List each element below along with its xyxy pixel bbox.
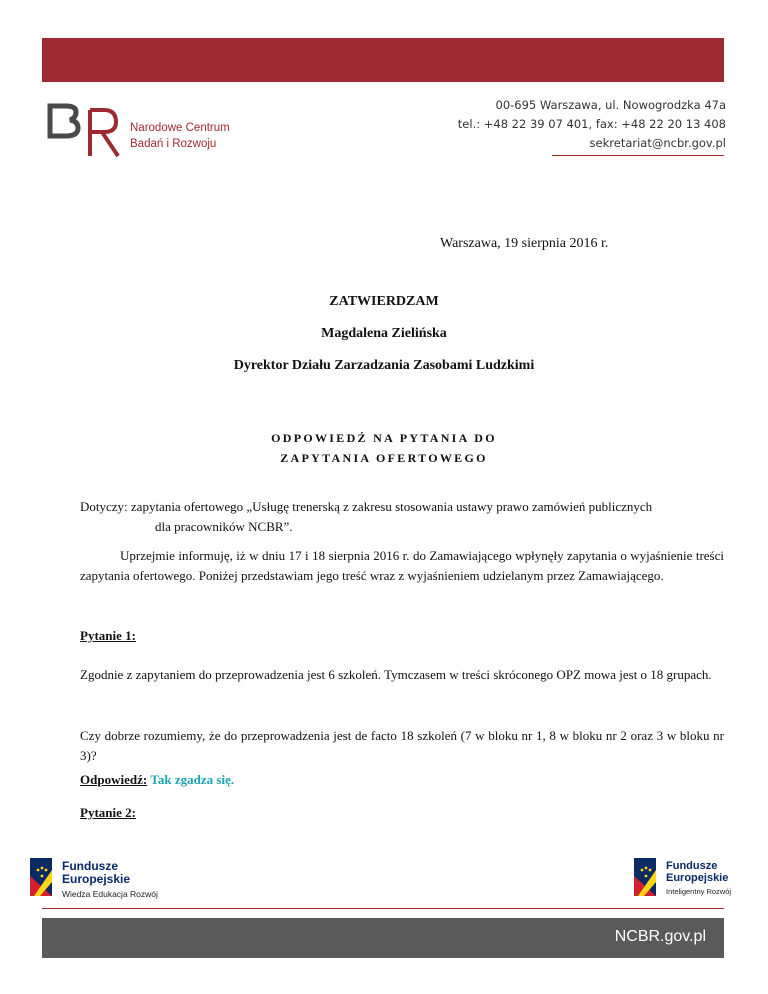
approver-name: Magdalena Zielińska: [321, 326, 447, 341]
subject-paragraph: [80, 497, 724, 537]
eu-name2-left: Europejskie: [62, 872, 131, 886]
answer-1: [80, 770, 724, 790]
eu-funds-flag-icon: [632, 856, 658, 898]
question-1-text: Zgodnie z zapytaniem do przeprowadzenia jest 6 szkoleń. Tymczasem w treści skróconego OPZ mowa jest o 18 grupach.: [80, 667, 712, 682]
eu-name1-left: Fundusze: [62, 859, 118, 873]
eu-program-right: Inteligentny Rozwój: [666, 887, 732, 896]
heading-line2: ZAPYTANIA OFERTOWEGO: [280, 451, 488, 465]
eu-funds-text-left: [62, 860, 158, 900]
eu-funds-flag-icon: [28, 856, 54, 898]
eu-name2-right: Europejskie: [666, 872, 729, 884]
approval-title: ZATWIERDZAM: [329, 294, 439, 309]
question-2-label: Pytanie 2:: [80, 805, 136, 820]
question-1-label: Pytanie 1:: [80, 628, 136, 643]
address-line2: tel.: +48 22 39 07 401, fax: +48 22 20 13 408: [457, 117, 726, 131]
logo-text: [130, 120, 230, 152]
intro-paragraph: Uprzejmie informuję, iż w dniu 17 i 18 sierpnia 2016 r. do Zamawiającego wpłynęły zapytania o wyjaśnienie treści zapytania ofertowego. Poniżej przedstawiam jego treść wraz z wyjaśnieniem udzielanym przez Zamawiającego.: [80, 548, 724, 583]
approver-position: Dyrektor Działu Zarzadzania Zasobami Ludzkimi: [233, 358, 535, 373]
eu-funds-text-right: [666, 860, 731, 898]
heading-line1: ODPOWIEDŹ NA PYTANIA DO: [271, 431, 497, 445]
letter-date: Warszawa, 19 sierpnia 2016 r.: [440, 236, 609, 251]
address-block: [426, 96, 726, 153]
subject-line2: dla pracowników NCBR”.: [155, 519, 293, 534]
eu-program-left: Wiedza Edukacja Rozwój: [62, 889, 158, 899]
answer-1-text: Tak zgadza się.: [150, 772, 235, 787]
logo-line1: Narodowe Centrum: [130, 122, 230, 134]
answer-1-label: Odpowiedź:: [80, 772, 148, 787]
document-heading: [0, 428, 768, 468]
address-line3: sekretariat@ncbr.gov.pl: [589, 136, 726, 150]
footer-divider: [42, 908, 724, 909]
address-line1: 00-695 Warszawa, ul. Nowogrodzka 47a: [495, 98, 726, 112]
address-divider: [552, 155, 724, 156]
eu-name1-right: Fundusze: [666, 860, 718, 872]
footer-website-link[interactable]: NCBR.gov.pl: [614, 928, 706, 945]
header-band: [42, 38, 724, 82]
question-1-clarification: Czy dobrze rozumiemy, że do przeprowadzenia jest de facto 18 szkoleń (7 w bloku nr 1, 8 w bloku nr 2 oraz 3 w bloku nr 3)?: [80, 728, 724, 763]
subject-line1: Dotyczy: zapytania ofertowego „Usługę trenerską z zakresu stosowania ustawy prawo zamówień publicznych: [80, 499, 653, 514]
logo-line2: Badań i Rozwoju: [130, 138, 217, 150]
